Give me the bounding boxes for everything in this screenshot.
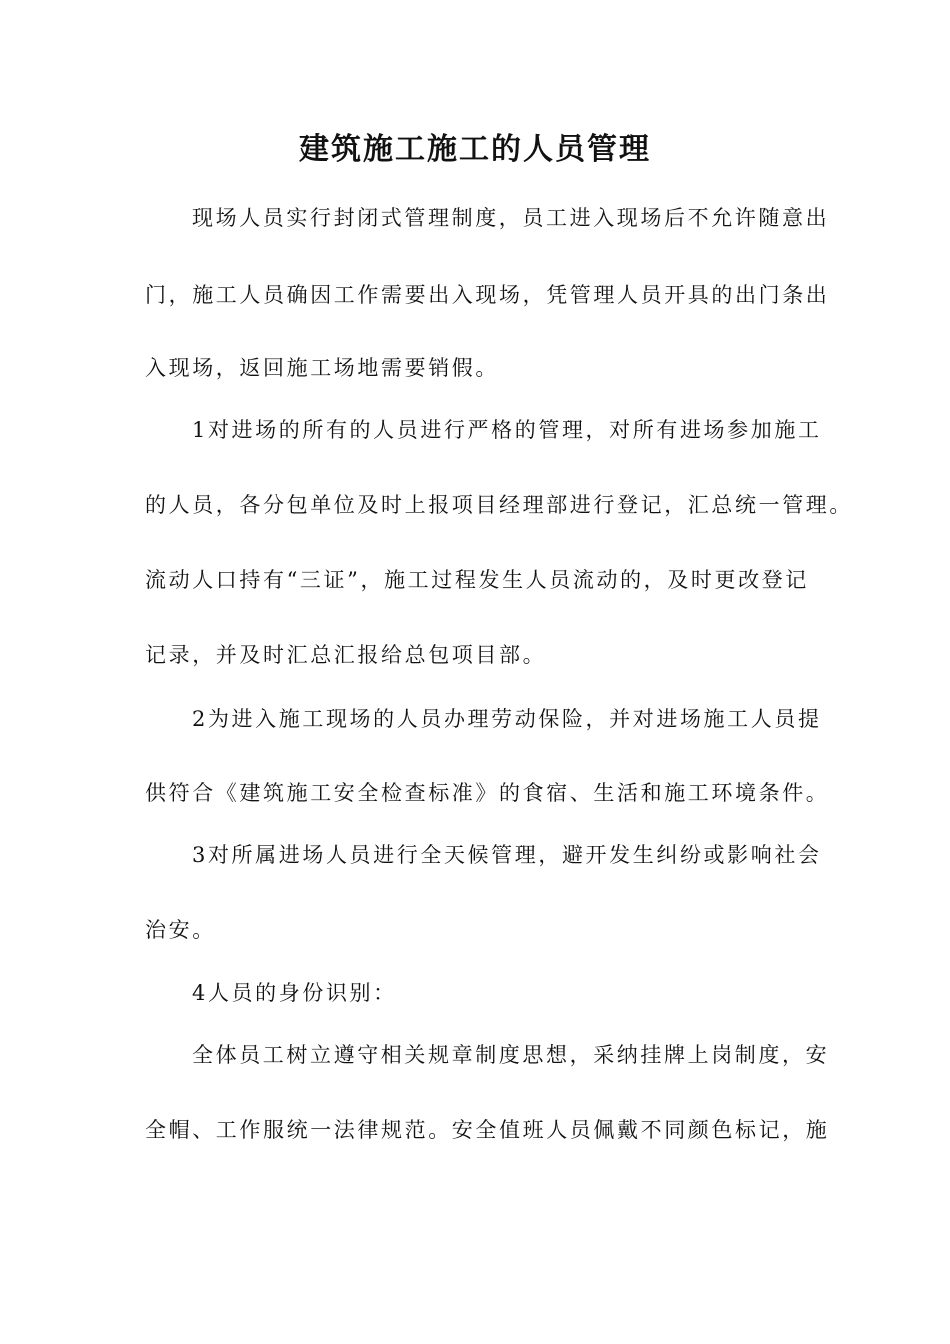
paragraph-line: 现场人员实行封闭式管理制度，员工进入现场后不允许随意出 bbox=[192, 206, 830, 230]
paragraph-line: 1对进场的所有的人员进行严格的管理，对所有进场参加施工 bbox=[192, 418, 822, 442]
document-title: 建筑施工施工的人员管理 bbox=[299, 132, 651, 167]
paragraph-line: 全帽、工作服统一法律规范。安全值班人员佩戴不同颜色标记，施 bbox=[145, 1118, 830, 1142]
paragraph-line: 3对所属进场人员进行全天候管理，避开发生纠纷或影响社会 bbox=[192, 843, 822, 867]
paragraph-line: 记录，并及时汇总汇报给总包项目部。 bbox=[145, 643, 547, 667]
paragraph-line: 2为进入施工现场的人员办理劳动保险，并对进场施工人员提 bbox=[192, 707, 822, 731]
paragraph-line: 的人员，各分包单位及时上报项目经理部进行登记，汇总统一管理。 bbox=[145, 493, 853, 517]
paragraph-line: 供符合《建筑施工安全检查标准》的食宿、生活和施工环境条件。 bbox=[145, 781, 830, 805]
paragraph-line: 4人员的身份识别： bbox=[192, 981, 397, 1005]
paragraph-line: 流动人口持有“三证”，施工过程发生人员流动的，及时更改登记 bbox=[145, 568, 809, 592]
paragraph-line: 全体员工树立遵守相关规章制度思想，采纳挂牌上岗制度，安 bbox=[192, 1043, 830, 1067]
paragraph-line: 入现场，返回施工场地需要销假。 bbox=[145, 356, 499, 380]
paragraph-line: 门，施工人员确因工作需要出入现场，凭管理人员开具的出门条出 bbox=[145, 283, 830, 307]
paragraph-line: 治安。 bbox=[145, 918, 216, 942]
